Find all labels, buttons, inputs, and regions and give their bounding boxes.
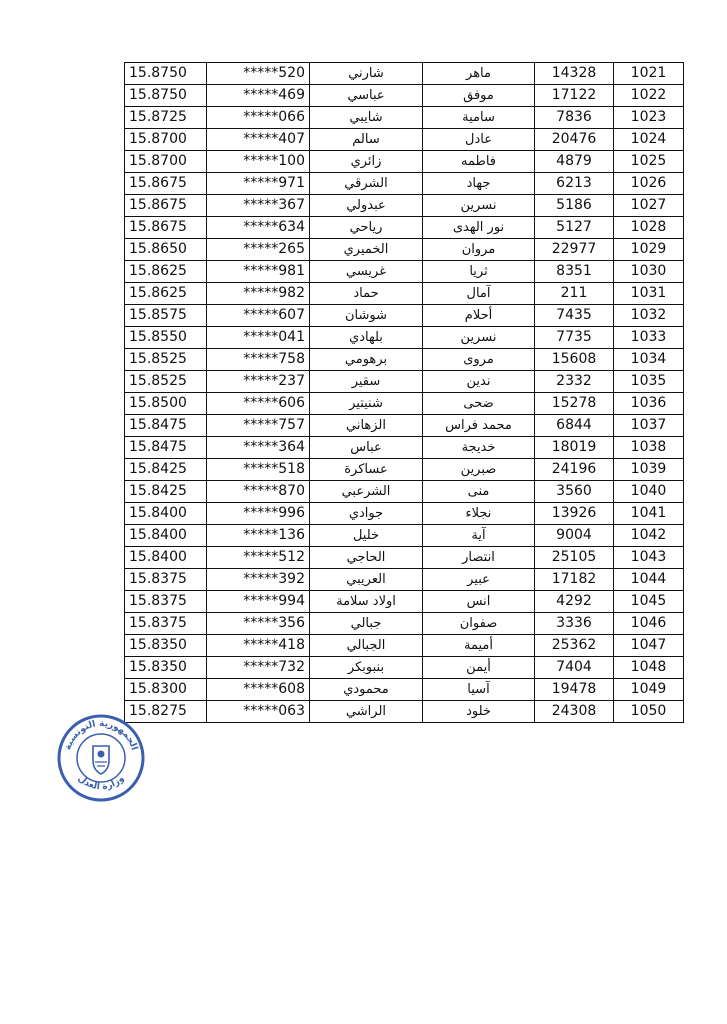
score-cell: 15.8750	[125, 85, 207, 107]
score-cell: 15.8725	[125, 107, 207, 129]
score-cell: 15.8625	[125, 261, 207, 283]
score-cell: 15.8525	[125, 371, 207, 393]
rank-cell: 1046	[614, 613, 684, 635]
table-row	[125, 129, 684, 151]
rank-cell: 1032	[614, 305, 684, 327]
score-cell: 15.8550	[125, 327, 207, 349]
code-cell: 211	[535, 283, 614, 305]
code-cell: 5127	[535, 217, 614, 239]
last-name-cell: الحاجي	[310, 547, 423, 569]
last-name-cell: الخميري	[310, 239, 423, 261]
last-name-cell: حماد	[310, 283, 423, 305]
rank-cell: 1026	[614, 173, 684, 195]
id-cell: *****367	[207, 195, 310, 217]
first-name-cell: نور الهدى	[423, 217, 535, 239]
rank-cell: 1033	[614, 327, 684, 349]
rank-cell: 1039	[614, 459, 684, 481]
rank-cell: 1029	[614, 239, 684, 261]
table-row	[125, 305, 684, 327]
rank-cell: 1047	[614, 635, 684, 657]
first-name-cell: خلود	[423, 701, 535, 723]
last-name-cell: غريسي	[310, 261, 423, 283]
first-name-cell: نجلاء	[423, 503, 535, 525]
table-row	[125, 503, 684, 525]
last-name-cell: جوادي	[310, 503, 423, 525]
id-cell: *****136	[207, 525, 310, 547]
last-name-cell: عبدولي	[310, 195, 423, 217]
last-name-cell: رياحي	[310, 217, 423, 239]
table-row	[125, 195, 684, 217]
code-cell: 22977	[535, 239, 614, 261]
code-cell: 3336	[535, 613, 614, 635]
score-cell: 15.8475	[125, 415, 207, 437]
rank-cell: 1030	[614, 261, 684, 283]
id-cell: *****469	[207, 85, 310, 107]
id-cell: *****520	[207, 63, 310, 85]
last-name-cell: الشرقي	[310, 173, 423, 195]
last-name-cell: شوشان	[310, 305, 423, 327]
table-row	[125, 261, 684, 283]
first-name-cell: انس	[423, 591, 535, 613]
results-table-container	[124, 62, 669, 723]
first-name-cell: آمال	[423, 283, 535, 305]
code-cell: 18019	[535, 437, 614, 459]
rank-cell: 1038	[614, 437, 684, 459]
rank-cell: 1049	[614, 679, 684, 701]
id-cell: *****100	[207, 151, 310, 173]
id-cell: *****356	[207, 613, 310, 635]
score-cell: 15.8650	[125, 239, 207, 261]
code-cell: 17122	[535, 85, 614, 107]
code-cell: 8351	[535, 261, 614, 283]
id-cell: *****407	[207, 129, 310, 151]
table-row	[125, 657, 684, 679]
score-cell: 15.8375	[125, 613, 207, 635]
table-row	[125, 283, 684, 305]
table-row	[125, 151, 684, 173]
first-name-cell: أميمة	[423, 635, 535, 657]
code-cell: 19478	[535, 679, 614, 701]
id-cell: *****063	[207, 701, 310, 723]
stamp-text-bottom: وزارة العدل	[75, 773, 127, 793]
table-row	[125, 327, 684, 349]
code-cell: 4879	[535, 151, 614, 173]
score-cell: 15.8300	[125, 679, 207, 701]
rank-cell: 1048	[614, 657, 684, 679]
id-cell: *****512	[207, 547, 310, 569]
rank-cell: 1021	[614, 63, 684, 85]
first-name-cell: ثريا	[423, 261, 535, 283]
rank-cell: 1043	[614, 547, 684, 569]
score-cell: 15.8700	[125, 151, 207, 173]
table-row	[125, 393, 684, 415]
score-cell: 15.8625	[125, 283, 207, 305]
id-cell: *****994	[207, 591, 310, 613]
table-row	[125, 701, 684, 723]
first-name-cell: مروى	[423, 349, 535, 371]
last-name-cell: برهومي	[310, 349, 423, 371]
score-cell: 15.8400	[125, 503, 207, 525]
rank-cell: 1024	[614, 129, 684, 151]
id-cell: *****758	[207, 349, 310, 371]
last-name-cell: سالم	[310, 129, 423, 151]
code-cell: 7735	[535, 327, 614, 349]
code-cell: 14328	[535, 63, 614, 85]
id-cell: *****996	[207, 503, 310, 525]
code-cell: 7404	[535, 657, 614, 679]
last-name-cell: شارني	[310, 63, 423, 85]
first-name-cell: سامية	[423, 107, 535, 129]
stamp-text-top: الجمهورية التونسية	[63, 718, 139, 752]
rank-cell: 1044	[614, 569, 684, 591]
first-name-cell: نسرين	[423, 195, 535, 217]
rank-cell: 1034	[614, 349, 684, 371]
table-row	[125, 63, 684, 85]
table-row	[125, 547, 684, 569]
code-cell: 24196	[535, 459, 614, 481]
code-cell: 25105	[535, 547, 614, 569]
first-name-cell: عادل	[423, 129, 535, 151]
id-cell: *****518	[207, 459, 310, 481]
score-cell: 15.8425	[125, 459, 207, 481]
rank-cell: 1035	[614, 371, 684, 393]
table-row	[125, 591, 684, 613]
first-name-cell: فاطمه	[423, 151, 535, 173]
rank-cell: 1050	[614, 701, 684, 723]
code-cell: 9004	[535, 525, 614, 547]
last-name-cell: سقير	[310, 371, 423, 393]
score-cell: 15.8400	[125, 547, 207, 569]
first-name-cell: عبير	[423, 569, 535, 591]
code-cell: 3560	[535, 481, 614, 503]
rank-cell: 1027	[614, 195, 684, 217]
first-name-cell: نسرين	[423, 327, 535, 349]
score-cell: 15.8575	[125, 305, 207, 327]
first-name-cell: أيمن	[423, 657, 535, 679]
first-name-cell: مروان	[423, 239, 535, 261]
first-name-cell: ماهر	[423, 63, 535, 85]
id-cell: *****066	[207, 107, 310, 129]
id-cell: *****971	[207, 173, 310, 195]
last-name-cell: جبالي	[310, 613, 423, 635]
id-cell: *****237	[207, 371, 310, 393]
code-cell: 5186	[535, 195, 614, 217]
code-cell: 6844	[535, 415, 614, 437]
rank-cell: 1045	[614, 591, 684, 613]
rank-cell: 1028	[614, 217, 684, 239]
score-cell: 15.8475	[125, 437, 207, 459]
code-cell: 7435	[535, 305, 614, 327]
first-name-cell: خديجة	[423, 437, 535, 459]
score-cell: 15.8375	[125, 569, 207, 591]
rank-cell: 1036	[614, 393, 684, 415]
id-cell: *****981	[207, 261, 310, 283]
last-name-cell: بنبوبكر	[310, 657, 423, 679]
table-row	[125, 217, 684, 239]
rank-cell: 1037	[614, 415, 684, 437]
table-row	[125, 635, 684, 657]
table-row	[125, 613, 684, 635]
rank-cell: 1040	[614, 481, 684, 503]
table-row	[125, 459, 684, 481]
first-name-cell: أحلام	[423, 305, 535, 327]
first-name-cell: صبرين	[423, 459, 535, 481]
last-name-cell: عساكرة	[310, 459, 423, 481]
id-cell: *****982	[207, 283, 310, 305]
table-row	[125, 415, 684, 437]
last-name-cell: بلهادي	[310, 327, 423, 349]
last-name-cell: زائري	[310, 151, 423, 173]
table-row	[125, 569, 684, 591]
rank-cell: 1025	[614, 151, 684, 173]
first-name-cell: ضحى	[423, 393, 535, 415]
score-cell: 15.8675	[125, 195, 207, 217]
last-name-cell: الشرعبي	[310, 481, 423, 503]
code-cell: 15608	[535, 349, 614, 371]
last-name-cell: العريبي	[310, 569, 423, 591]
score-cell: 15.8750	[125, 63, 207, 85]
score-cell: 15.8350	[125, 635, 207, 657]
last-name-cell: اولاد سلامة	[310, 591, 423, 613]
table-row	[125, 437, 684, 459]
id-cell: *****757	[207, 415, 310, 437]
last-name-cell: عباسي	[310, 85, 423, 107]
rank-cell: 1031	[614, 283, 684, 305]
last-name-cell: محمودي	[310, 679, 423, 701]
score-cell: 15.8500	[125, 393, 207, 415]
last-name-cell: الجبالي	[310, 635, 423, 657]
rank-cell: 1042	[614, 525, 684, 547]
table-row	[125, 679, 684, 701]
table-row	[125, 239, 684, 261]
code-cell: 15278	[535, 393, 614, 415]
first-name-cell: آسيا	[423, 679, 535, 701]
score-cell: 15.8350	[125, 657, 207, 679]
table-row	[125, 481, 684, 503]
score-cell: 15.8700	[125, 129, 207, 151]
code-cell: 4292	[535, 591, 614, 613]
last-name-cell: شايبي	[310, 107, 423, 129]
id-cell: *****418	[207, 635, 310, 657]
code-cell: 20476	[535, 129, 614, 151]
id-cell: *****364	[207, 437, 310, 459]
score-cell: 15.8400	[125, 525, 207, 547]
code-cell: 13926	[535, 503, 614, 525]
results-table	[124, 62, 684, 723]
table-row	[125, 525, 684, 547]
id-cell: *****041	[207, 327, 310, 349]
first-name-cell: موفق	[423, 85, 535, 107]
id-cell: *****634	[207, 217, 310, 239]
last-name-cell: الزهاني	[310, 415, 423, 437]
code-cell: 2332	[535, 371, 614, 393]
first-name-cell: انتصار	[423, 547, 535, 569]
score-cell: 15.8525	[125, 349, 207, 371]
official-stamp	[57, 714, 145, 802]
score-cell: 15.8275	[125, 701, 207, 723]
first-name-cell: ندين	[423, 371, 535, 393]
code-cell: 7836	[535, 107, 614, 129]
last-name-cell: شنيتير	[310, 393, 423, 415]
first-name-cell: جهاد	[423, 173, 535, 195]
first-name-cell: منى	[423, 481, 535, 503]
id-cell: *****265	[207, 239, 310, 261]
first-name-cell: محمد فراس	[423, 415, 535, 437]
code-cell: 24308	[535, 701, 614, 723]
score-cell: 15.8375	[125, 591, 207, 613]
rank-cell: 1022	[614, 85, 684, 107]
code-cell: 6213	[535, 173, 614, 195]
id-cell: *****607	[207, 305, 310, 327]
id-cell: *****732	[207, 657, 310, 679]
code-cell: 25362	[535, 635, 614, 657]
last-name-cell: الراشي	[310, 701, 423, 723]
last-name-cell: عباس	[310, 437, 423, 459]
table-row	[125, 173, 684, 195]
id-cell: *****606	[207, 393, 310, 415]
score-cell: 15.8425	[125, 481, 207, 503]
last-name-cell: خليل	[310, 525, 423, 547]
first-name-cell: صفوان	[423, 613, 535, 635]
id-cell: *****870	[207, 481, 310, 503]
score-cell: 15.8675	[125, 217, 207, 239]
results-table-body	[125, 63, 684, 723]
first-name-cell: آية	[423, 525, 535, 547]
table-row	[125, 85, 684, 107]
rank-cell: 1023	[614, 107, 684, 129]
table-row	[125, 371, 684, 393]
stamp-emblem-icon	[93, 746, 109, 774]
score-cell: 15.8675	[125, 173, 207, 195]
table-row	[125, 349, 684, 371]
id-cell: *****608	[207, 679, 310, 701]
code-cell: 17182	[535, 569, 614, 591]
rank-cell: 1041	[614, 503, 684, 525]
id-cell: *****392	[207, 569, 310, 591]
table-row	[125, 107, 684, 129]
